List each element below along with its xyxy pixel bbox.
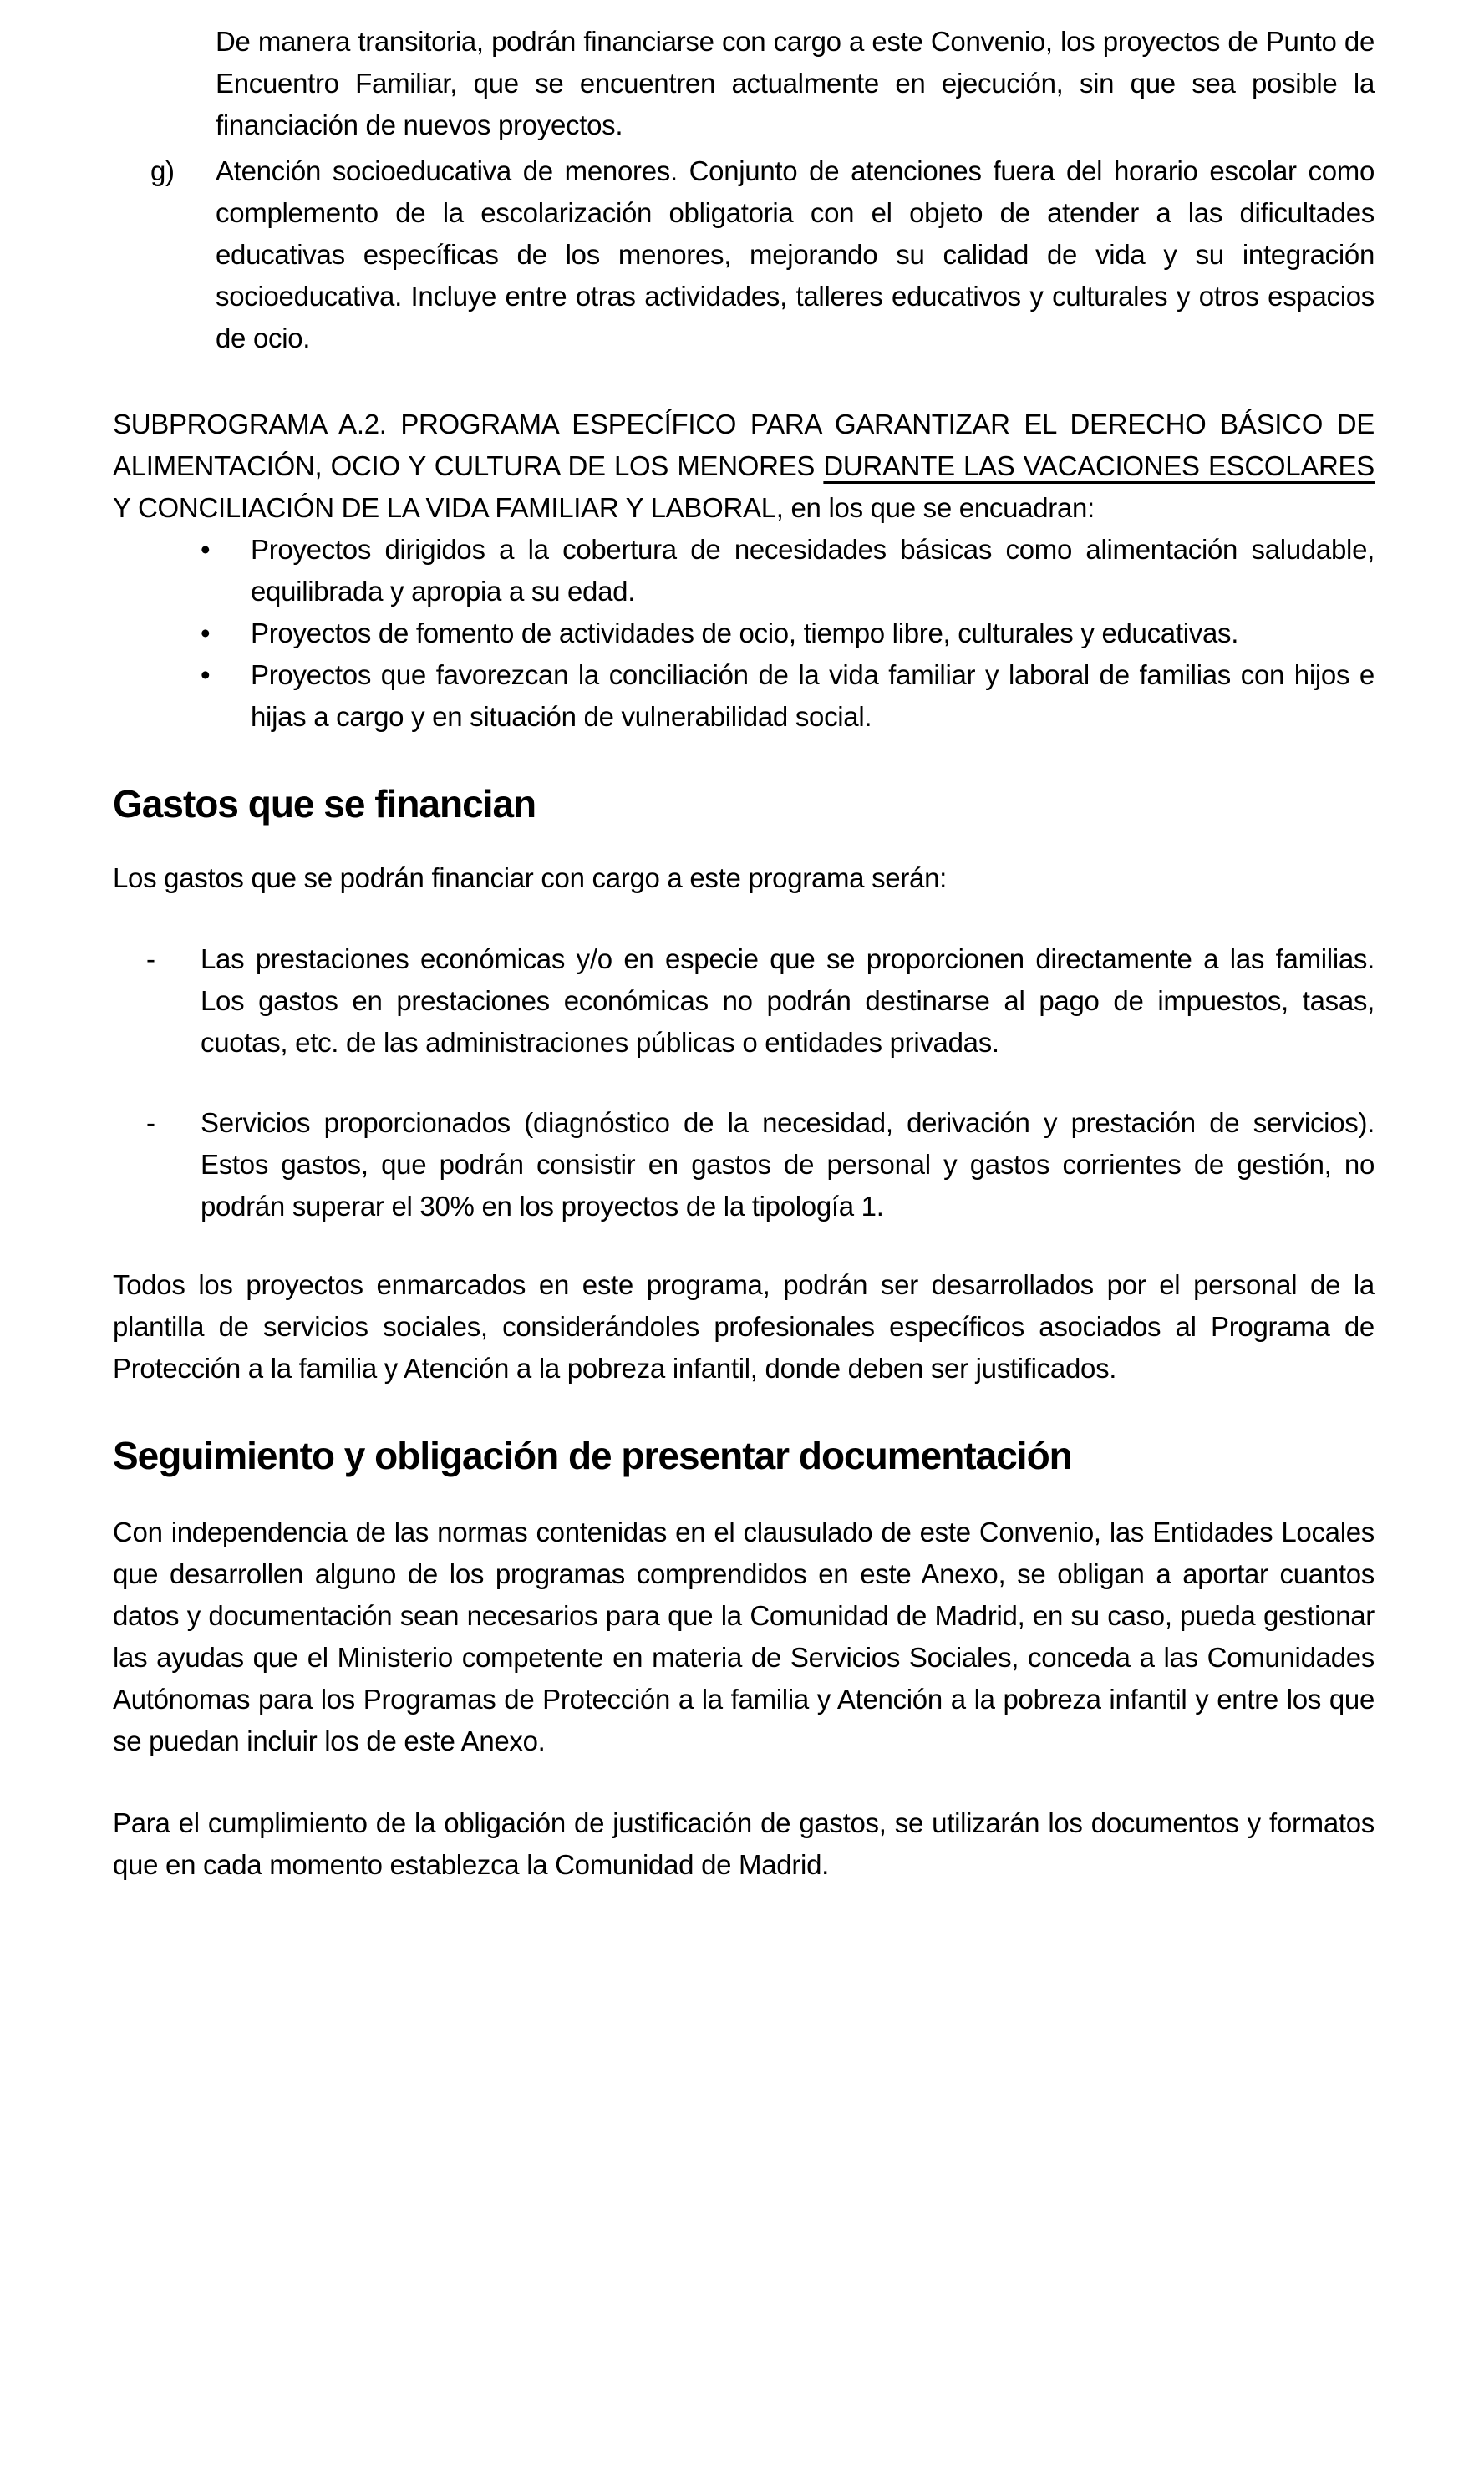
- seguimiento-paragraph-2: Para el cumplimiento de la obligación de justificación de gastos, se utilizarán los documentos y formatos que en cada momento establezca la Comunidad de Madrid.: [113, 1807, 1375, 1880]
- list-item: [113, 1102, 1375, 1227]
- bullet-item-text: Proyectos de fomento de actividades de ocio, tiempo libre, culturales y educativas.: [251, 617, 1239, 648]
- subprograma-text-before: SUBPROGRAMA A.2. PROGRAMA ESPECÍFICO PARA GARANTIZAR EL DERECHO BÁSICO DE ALIMENTACIÓN, OCIO Y CULTURA DE LOS MENORES: [113, 409, 1375, 481]
- list-item: [113, 938, 1375, 1064]
- dash-item-text: Las prestaciones económicas y/o en especie que se proporcionen directamente a las familias. Los gastos en prestaciones económicas no podrán destinarse al pago de impuestos, tasas, cuotas, etc. de las administraciones públicas o entidades privadas.: [201, 943, 1375, 1058]
- gastos-closing-paragraph: Todos los proyectos enmarcados en este programa, podrán ser desarrollados por el personal de la plantilla de servicios sociales, considerándoles profesionales específicos asociados al Programa de Protección a la familia y Atención a la pobreza infantil, donde deben ser justificados.: [113, 1269, 1375, 1384]
- dash-marker: -: [146, 943, 155, 974]
- seguimiento-paragraph-1: Con independencia de las normas contenidas en el clausulado de este Convenio, las Entidades Locales que desarrollen alguno de los programas comprendidos en este Anexo, se obligan a aportar cuantos datos y documentación sean necesarios para que la Comunidad de Madrid, en su caso, pueda gestionar las ayudas que el Ministerio competente en materia de Servicios Sociales, conceda a las Comunidades Autónomas para los Programas de Protección a la familia y Atención a la pobreza infantil y entre los que se puedan incluir los de este Anexo.: [113, 1517, 1375, 1756]
- lettered-list-text: Atención socioeducativa de menores. Conjunto de atenciones fuera del horario escolar como complemento de la escolarización obligatoria con el objeto de atender a las dificultades educativas específicas de los menores, mejorando su calidad de vida y su integración socioeducativa. Incluye entre otras actividades, talleres educativos y culturales y otros espacios de ocio.: [216, 155, 1375, 353]
- bullet-icon: •: [201, 659, 211, 690]
- list-item: [113, 529, 1375, 612]
- section-heading-seguimiento: Seguimiento y obligación de presentar documentación: [113, 1434, 1072, 1477]
- bullet-icon: •: [201, 617, 211, 648]
- intro-paragraph: De manera transitoria, podrán financiarse con cargo a este Convenio, los proyectos de Punto de Encuentro Familiar, que se encuentren actualmente en ejecución, sin que sea posible la financiación de nuevos proyectos.: [216, 26, 1375, 140]
- subprograma-paragraph: [113, 404, 1375, 529]
- subprograma-underlined-text: DURANTE LAS VACACIONES ESCOLARES: [823, 450, 1375, 481]
- dash-item-text: Servicios proporcionados (diagnóstico de la necesidad, derivación y prestación de servicios). Estos gastos, que podrán consistir en gastos de personal y gastos corrientes de gestión, no podrán superar el 30% en los proyectos de la tipología 1.: [201, 1107, 1375, 1222]
- section-heading-gastos: Gastos que se financian: [113, 782, 536, 826]
- bullet-item-text: Proyectos que favorezcan la conciliación de la vida familiar y laboral de familias con hijos e hijas a cargo y en situación de vulnerabilidad social.: [251, 659, 1375, 732]
- dash-marker: -: [146, 1107, 155, 1138]
- lettered-list-item-g: [113, 150, 1375, 359]
- bullet-list: [113, 529, 1375, 738]
- list-item: [113, 654, 1375, 738]
- bullet-icon: •: [201, 534, 211, 565]
- lettered-list-marker: g): [150, 155, 175, 186]
- bullet-item-text: Proyectos dirigidos a la cobertura de necesidades básicas como alimentación saludable, equilibrada y apropia a su edad.: [251, 534, 1375, 607]
- list-item: [113, 612, 1375, 654]
- gastos-intro-line: Los gastos que se podrán financiar con cargo a este programa serán:: [113, 862, 948, 893]
- subprograma-text-after: Y CONCILIACIÓN DE LA VIDA FAMILIAR Y LABORAL, en los que se encuadran:: [113, 492, 1095, 523]
